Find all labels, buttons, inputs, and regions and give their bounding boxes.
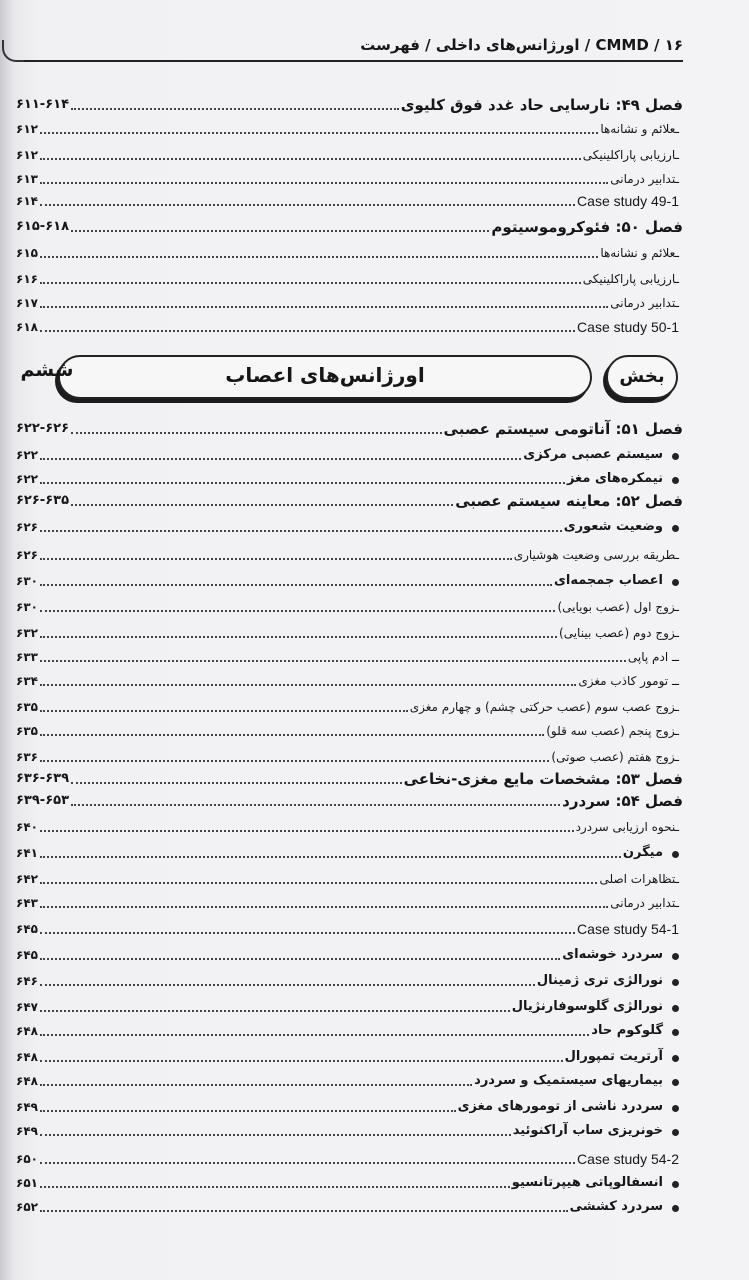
dot-leader bbox=[71, 782, 402, 784]
dot-leader bbox=[40, 1010, 510, 1012]
toc-entry-title: فصل ۴۹: نارسایی حاد غدد فوق کلیوی bbox=[400, 96, 683, 114]
toc-entry-title: فصل ۵۰: فئوکروموسیتوم bbox=[491, 218, 683, 236]
toc-entry-title: سردرد ناشی از تومورهای مغزی bbox=[456, 1098, 683, 1116]
toc-page-number: ۶۱۸ bbox=[16, 320, 38, 334]
toc-chapter-row bbox=[16, 92, 683, 114]
toc-entry-row bbox=[16, 1094, 683, 1116]
toc-entry-title: ـ زوج دوم (عصب بینایی) bbox=[557, 624, 683, 642]
toc-page-number: ۶۳۲ bbox=[16, 626, 38, 640]
toc-entry-row bbox=[16, 814, 683, 836]
section-word-label: بخش bbox=[606, 355, 678, 399]
dot-leader bbox=[40, 530, 562, 532]
dot-leader bbox=[40, 1186, 510, 1188]
toc-entry-row bbox=[16, 644, 683, 666]
toc-entry-title: ـ تدابیر درمانی bbox=[608, 894, 683, 912]
dot-leader bbox=[40, 1134, 511, 1136]
dot-leader bbox=[40, 1162, 575, 1164]
dot-leader bbox=[40, 906, 608, 908]
dot-leader bbox=[40, 256, 598, 258]
toc-entry-title: وضعیت شعوری bbox=[562, 518, 683, 536]
toc-entry-row bbox=[16, 840, 683, 862]
header-rule bbox=[24, 60, 683, 62]
toc-entry-row bbox=[16, 142, 683, 164]
toc-entry-title: Case study 49-1 bbox=[577, 193, 679, 209]
toc-entry-title: فصل ۵۴: سردرد bbox=[562, 792, 683, 810]
toc-entry-title: سردرد خوشه‌ای bbox=[560, 946, 683, 964]
toc-chapter-row bbox=[16, 416, 683, 438]
page-binding-shadow bbox=[0, 0, 14, 1280]
toc-entry-row bbox=[16, 314, 683, 336]
toc-entry-title: سیستم عصبی مرکزی bbox=[521, 446, 683, 464]
toc-page-number: ۶۲۲-۶۲۶ bbox=[16, 421, 70, 436]
section-banner bbox=[58, 355, 592, 399]
toc-page-number: ۶۵۰ bbox=[16, 1152, 38, 1166]
toc-entry-row bbox=[16, 744, 683, 766]
toc-chapter-row bbox=[16, 488, 683, 510]
toc-entry-title: فصل ۵۱: آناتومی سیستم عصبی bbox=[443, 420, 683, 438]
dot-leader bbox=[40, 660, 626, 662]
toc-page-number: ۶۳۴ bbox=[16, 674, 38, 688]
toc-page-number: ۶۱۴ bbox=[16, 194, 38, 208]
toc-page-number: ۶۴۳ bbox=[16, 896, 38, 910]
toc-entry-title: Case study 54-1 bbox=[577, 921, 679, 937]
toc-entry-title: ـ نحوه ارزیابی سردرد bbox=[574, 818, 683, 836]
toc-entry-row bbox=[16, 668, 683, 690]
toc-page-number: ۶۲۲ bbox=[16, 472, 38, 486]
toc-entry-title: انسفالوپاتی هیپرتانسیو bbox=[510, 1174, 683, 1192]
toc-entry-title: ـ ـ ادم پاپی bbox=[626, 648, 683, 666]
toc-entry-row bbox=[16, 442, 683, 464]
toc-entry-title: ـ زوج عصب سوم (عصب حرکتی چشم) و چهارم مغزی bbox=[408, 698, 683, 716]
toc-page-number: ۶۴۶ bbox=[16, 974, 38, 988]
toc-page-number: ۶۱۵-۶۱۸ bbox=[16, 219, 70, 234]
toc-entry-row bbox=[16, 942, 683, 964]
dot-leader bbox=[40, 882, 597, 884]
toc-entry-row bbox=[16, 188, 683, 210]
toc-entry-row bbox=[16, 890, 683, 912]
toc-entry-row bbox=[16, 594, 683, 616]
dot-leader bbox=[40, 610, 555, 612]
dot-leader bbox=[40, 584, 552, 586]
toc-page-number: ۶۱۷ bbox=[16, 296, 38, 310]
toc-page-number: ۶۱۲ bbox=[16, 122, 38, 136]
dot-leader bbox=[40, 558, 512, 560]
toc-page-number: ۶۱۱-۶۱۴ bbox=[16, 97, 70, 112]
toc-chapter-row bbox=[16, 214, 683, 236]
toc-entry-row bbox=[16, 968, 683, 990]
toc-chapter-row bbox=[16, 766, 683, 788]
toc-entry-row bbox=[16, 1118, 683, 1140]
toc-page-number: ۶۴۱ bbox=[16, 846, 38, 860]
toc-page-number: ۶۳۵ bbox=[16, 724, 38, 738]
toc-entry-title: نورالژی تری ژمینال bbox=[535, 972, 683, 990]
toc-entry-title: ـ ارزیابی پاراکلینیکی bbox=[581, 270, 683, 288]
toc-entry-row bbox=[16, 514, 683, 536]
toc-entry-row bbox=[16, 466, 683, 488]
toc-page-number: ۶۴۸ bbox=[16, 1050, 38, 1064]
toc-page-number: ۶۱۳ bbox=[16, 172, 38, 186]
toc-page-number: ۶۳۳ bbox=[16, 650, 38, 664]
toc-page-number: ۶۲۶ bbox=[16, 520, 38, 534]
dot-leader bbox=[40, 1110, 456, 1112]
toc-entry-row bbox=[16, 1068, 683, 1090]
toc-entry-title: Case study 50-1 bbox=[577, 319, 679, 335]
toc-page-number: ۶۳۰ bbox=[16, 574, 38, 588]
toc-page-number: ۶۴۹ bbox=[16, 1100, 38, 1114]
toc-entry-title: سردرد کششی bbox=[568, 1198, 683, 1216]
toc-entry-title: ـ تدابیر درمانی bbox=[608, 170, 683, 188]
toc-entry-title: ـ ارزیابی پاراکلینیکی bbox=[581, 146, 683, 164]
dot-leader bbox=[40, 1084, 472, 1086]
toc-page-number: ۶۲۶ bbox=[16, 548, 38, 562]
toc-page-number: ۶۵۱ bbox=[16, 1176, 38, 1190]
toc-entry-row bbox=[16, 266, 683, 288]
toc-page-number: ۶۴۵ bbox=[16, 922, 38, 936]
toc-entry-row bbox=[16, 1194, 683, 1216]
toc-page-number: ۶۴۸ bbox=[16, 1024, 38, 1038]
dot-leader bbox=[40, 132, 598, 134]
toc-entry-title: اعصاب جمجمه‌ای bbox=[552, 572, 683, 590]
dot-leader bbox=[40, 1210, 568, 1212]
dot-leader bbox=[40, 984, 535, 986]
dot-leader bbox=[40, 204, 575, 206]
toc-entry-row bbox=[16, 1044, 683, 1066]
toc-page-number: ۶۴۵ bbox=[16, 948, 38, 962]
toc-entry-row bbox=[16, 994, 683, 1016]
dot-leader bbox=[40, 958, 560, 960]
toc-page-number: ۶۴۷ bbox=[16, 1000, 38, 1014]
toc-entry-title: نورالژی گلوسوفارنژیال bbox=[510, 998, 683, 1016]
dot-leader bbox=[40, 306, 608, 308]
toc-entry-row bbox=[16, 694, 683, 716]
toc-entry-title: ـ علائم و نشانه‌ها bbox=[598, 120, 683, 138]
dot-leader bbox=[40, 636, 557, 638]
toc-page-number: ۶۳۰ bbox=[16, 600, 38, 614]
toc-entry-row bbox=[16, 1146, 683, 1168]
toc-entry-title: ـ طریقه بررسی وضعیت هوشیاری bbox=[512, 546, 683, 564]
toc-page-number: ۶۴۹ bbox=[16, 1124, 38, 1138]
toc-page-number: ۶۲۶-۶۳۵ bbox=[16, 493, 70, 508]
toc-page-number: ۶۵۲ bbox=[16, 1200, 38, 1214]
toc-page-number: ۶۴۸ bbox=[16, 1074, 38, 1088]
dot-leader bbox=[40, 830, 574, 832]
toc-entry-title: ـ زوج پنجم (عصب سه قلو) bbox=[544, 722, 683, 740]
toc-entry-title: ـ ـ تومور کاذب مغزی bbox=[576, 672, 683, 690]
toc-page-number: ۶۱۵ bbox=[16, 246, 38, 260]
toc-entry-title: ـ تظاهرات اصلی bbox=[597, 870, 683, 888]
toc-page-number: ۶۴۲ bbox=[16, 872, 38, 886]
dot-leader bbox=[40, 932, 575, 934]
toc-entry-title: گلوکوم حاد bbox=[589, 1022, 683, 1040]
toc-entry-title: فصل ۵۳: مشخصات مایع مغزی-نخاعی bbox=[403, 770, 683, 788]
toc-entry-row bbox=[16, 718, 683, 740]
toc-entry-title: نیمکره‌های مغز bbox=[565, 470, 683, 488]
toc-entry-row bbox=[16, 166, 683, 188]
dot-leader bbox=[40, 1060, 563, 1062]
toc-entry-row bbox=[16, 916, 683, 938]
dot-leader bbox=[40, 1034, 589, 1036]
toc-entry-title: ـ علائم و نشانه‌ها bbox=[598, 244, 683, 262]
toc-page-number: ۶۳۶ bbox=[16, 750, 38, 764]
dot-leader bbox=[71, 108, 399, 110]
toc-page-number: ۶۳۵ bbox=[16, 700, 38, 714]
dot-leader bbox=[40, 182, 608, 184]
toc-entry-row bbox=[16, 290, 683, 312]
dot-leader bbox=[71, 504, 453, 506]
dot-leader bbox=[40, 158, 581, 160]
dot-leader bbox=[40, 760, 549, 762]
toc-entry-title: میگرن bbox=[621, 844, 683, 862]
dot-leader bbox=[40, 684, 576, 686]
dot-leader bbox=[40, 856, 621, 858]
section-title: اورژانس‌های اعصاب bbox=[225, 363, 425, 387]
toc-entry-row bbox=[16, 866, 683, 888]
dot-leader bbox=[71, 230, 489, 232]
toc-page-number: ۶۳۶-۶۳۹ bbox=[16, 771, 70, 786]
toc-page-number: ۶۳۹-۶۵۳ bbox=[16, 793, 70, 808]
toc-entry-title: ـ زوج اول (عصب بویایی) bbox=[555, 598, 683, 616]
toc-page-number: ۶۱۲ bbox=[16, 148, 38, 162]
page-header: CMMD / ۱۶ / اورژانس‌های داخلی / فهرست bbox=[360, 36, 683, 54]
toc-entry-row bbox=[16, 542, 683, 564]
section-number: ششم bbox=[20, 359, 74, 381]
toc-chapter-row bbox=[16, 788, 683, 810]
toc-entry-title: بیماریهای سیستمیک و سردرد bbox=[472, 1072, 683, 1090]
dot-leader bbox=[71, 432, 442, 434]
toc-entry-row bbox=[16, 620, 683, 642]
toc-entry-row bbox=[16, 568, 683, 590]
toc-page-number: ۶۴۰ bbox=[16, 820, 38, 834]
toc-page-number: ۶۲۲ bbox=[16, 448, 38, 462]
dot-leader bbox=[71, 804, 560, 806]
dot-leader bbox=[40, 482, 565, 484]
toc-entry-row bbox=[16, 1018, 683, 1040]
toc-entry-title: خونریزی ساب آراکنوئید bbox=[511, 1122, 683, 1140]
dot-leader bbox=[40, 734, 544, 736]
dot-leader bbox=[40, 330, 575, 332]
toc-entry-title: آرتریت تمپورال bbox=[563, 1048, 683, 1066]
toc-page-number: ۶۱۶ bbox=[16, 272, 38, 286]
toc-entry-title: ـ تدابیر درمانی bbox=[608, 294, 683, 312]
toc-entry-row bbox=[16, 116, 683, 138]
toc-entry-title: فصل ۵۲: معاینه سیستم عصبی bbox=[455, 492, 683, 510]
dot-leader bbox=[40, 282, 581, 284]
dot-leader bbox=[40, 458, 521, 460]
toc-entry-title: ـ زوج هفتم (عصب صوتی) bbox=[549, 748, 683, 766]
toc-entry-title: Case study 54-2 bbox=[577, 1151, 679, 1167]
toc-entry-row bbox=[16, 240, 683, 262]
dot-leader bbox=[40, 710, 408, 712]
toc-entry-row bbox=[16, 1170, 683, 1192]
